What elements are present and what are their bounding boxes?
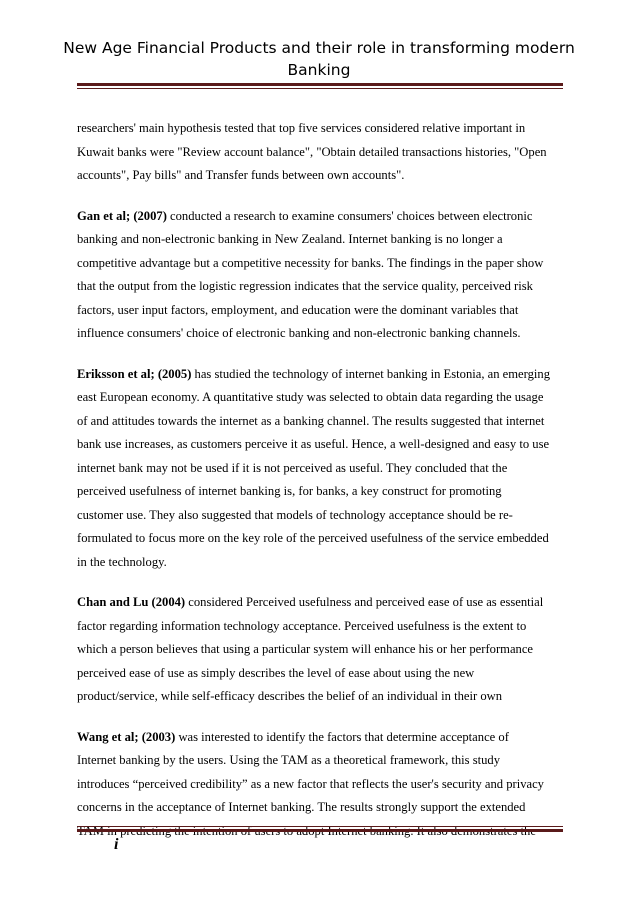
text-line: concerns in the acceptance of Internet banking. The results strongly support the extended bbox=[77, 800, 526, 814]
text-line: bank use increases, as customers perceive it as useful. Hence, a well-designed and easy to use bbox=[77, 437, 550, 451]
text-line: factors, user input factors, employment, and education were the dominant variables that bbox=[77, 302, 519, 317]
text-line bbox=[77, 591, 563, 615]
text-line-rest: conducted a research to examine consumers' choices between electronic bbox=[166, 208, 533, 223]
text-line: perceived ease of use as simply describes the level of ease about using the new bbox=[77, 665, 475, 680]
text-line: formulated to focus more on the key role of the perceived usefulness of the service embedded bbox=[77, 531, 549, 545]
citation-lead: Eriksson et al; (2005) bbox=[77, 366, 192, 381]
paragraph bbox=[77, 205, 563, 346]
body-text bbox=[77, 117, 563, 860]
text-line: factor regarding information technology acceptance. Perceived usefulness is the extent to bbox=[77, 618, 527, 633]
text-line: customer use. They also suggested that models of technology acceptance should be re- bbox=[77, 507, 513, 522]
text-line: which a person believes that using a particular system will enhance his or her performance bbox=[77, 642, 534, 656]
page-number: i bbox=[114, 836, 119, 853]
paragraph bbox=[77, 363, 563, 575]
running-header-title: New Age Financial Products and their role in transforming modern Banking bbox=[63, 39, 575, 79]
text-line: banking and non-electronic banking in New Zealand. Internet banking is no longer a bbox=[77, 232, 503, 246]
text-line: accounts", Pay bills" and Transfer funds between own accounts". bbox=[77, 168, 405, 182]
text-line: competitive advantage but a competitive necessity for banks. The findings in the paper show bbox=[77, 255, 544, 270]
footer-rule bbox=[77, 829, 563, 832]
text-line: in the technology. bbox=[77, 554, 167, 569]
citation-lead: Gan et al; (2007) bbox=[77, 208, 167, 223]
header-rule-thin bbox=[77, 88, 563, 89]
text-line: perceived usefulness of internet banking is, for banks, a key construct for promoting bbox=[77, 484, 502, 498]
text-line: introduces “perceived credibility” as a new factor that reflects the user's security and privacy bbox=[77, 776, 544, 791]
text-line bbox=[77, 363, 563, 387]
text-line: that the output from the logistic regression indicates that the service quality, perceived risk bbox=[77, 279, 533, 293]
text-line-rest: considered Perceived usefulness and perceived ease of use as essential bbox=[185, 595, 544, 609]
text-line: Kuwait banks were "Review account balance", "Obtain detailed transactions histories, "Open bbox=[77, 144, 547, 159]
text-line: researchers' main hypothesis tested that top five services considered relative important in bbox=[77, 121, 526, 135]
header-rule bbox=[77, 83, 563, 86]
text-line: influence consumers' choice of electronic banking and non-electronic banking channels. bbox=[77, 326, 521, 340]
text-line: east European economy. A quantitative study was selected to obtain data regarding the usage bbox=[77, 390, 544, 404]
paragraph bbox=[77, 591, 563, 709]
text-line-rest: was interested to identify the factors that determine acceptance of bbox=[175, 729, 509, 744]
text-line: Internet banking by the users. Using the TAM as a theoretical framework, this study bbox=[77, 753, 500, 767]
text-line: product/service, while self-efficacy describes the belief of an individual in their own bbox=[77, 689, 503, 703]
text-line bbox=[77, 205, 563, 229]
text-line: internet bank may not be used if it is not perceived as useful. They concluded that the bbox=[77, 460, 508, 475]
paragraph bbox=[77, 117, 563, 188]
footer-rule-thin bbox=[77, 826, 563, 827]
text-line: of and attitudes towards the internet as a banking channel. The results suggested that internet bbox=[77, 413, 545, 428]
text-line-rest: has studied the technology of internet banking in Estonia, an emerging bbox=[191, 366, 550, 381]
text-line bbox=[77, 726, 563, 750]
citation-lead: Chan and Lu (2004) bbox=[77, 595, 186, 609]
citation-lead: Wang et al; (2003) bbox=[77, 729, 176, 744]
